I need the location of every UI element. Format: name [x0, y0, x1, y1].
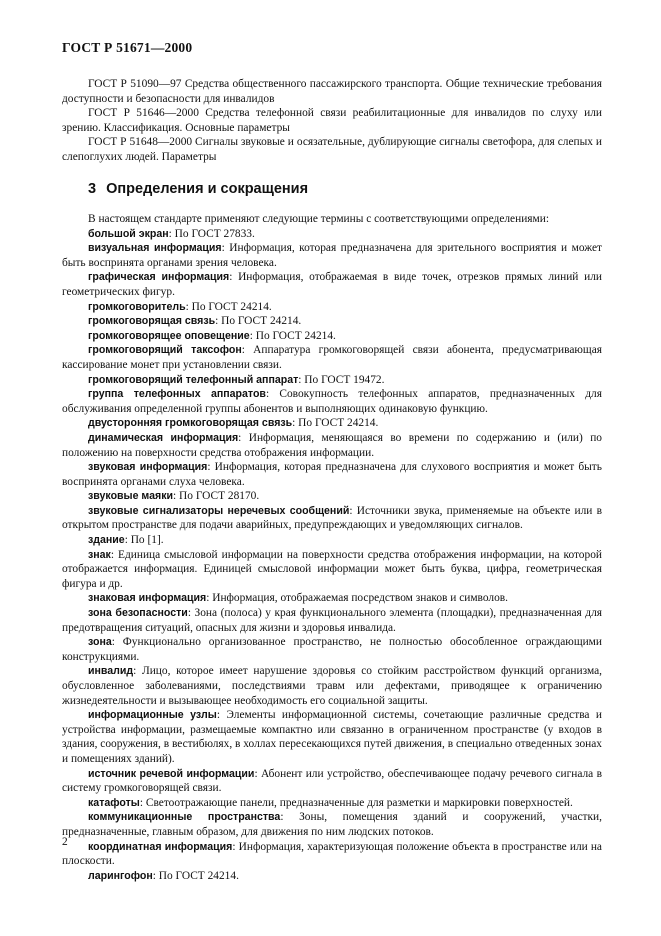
definition-text: : Лицо, которое имеет нарушение здоровья со стойким расстройством функций организма, обусловленное заболеваниями, последствиями травм или дефектами, приводящее к ограничению жизнедеятельности и вызывающее необходимость его социальной защиты.	[62, 665, 602, 707]
definition-text: : По ГОСТ 24214.	[292, 417, 379, 430]
reference-item: ГОСТ Р 51648—2000 Сигналы звуковые и осязательные, дублирующие сигналы светофора, для слепых и слепоглухих людей. Параметры	[62, 136, 602, 163]
definition-item	[62, 548, 602, 592]
definition-item	[62, 329, 602, 344]
definition-text: : Абонент или устройство, обеспечивающее подачу речевого сигнала в систему громкоговорящей связи.	[62, 767, 602, 795]
definition-term: графическая информация	[88, 271, 230, 284]
definition-text: : По ГОСТ 24214.	[215, 315, 302, 328]
definition-text: : Информация, которая предназначена для слухового восприятия и может быть воспринята органами слуха человека.	[62, 461, 602, 488]
definition-text: : По [1].	[124, 534, 164, 547]
section-number: 3	[88, 181, 97, 197]
definition-term: визуальная информация	[88, 242, 222, 255]
reference-item: ГОСТ Р 51646—2000 Средства телефонной связи реабилитационные для инвалидов по слуху или зрению. Классификация. Основные параметры	[62, 107, 602, 134]
definition-text: : Зона (полоса) у края функционального элемента (площадки), предназначенная для предотвращения ситуаций, опасных для жизни и здоровья инвалида.	[62, 607, 602, 634]
definition-item	[62, 460, 602, 489]
definition-term: ларингофон	[88, 869, 153, 882]
definition-term: здание	[88, 534, 125, 547]
definition-text: : Светоотражающие панели, предназначенные для разметки и маркировки поверхностей.	[139, 796, 573, 809]
definition-text: : Единица смысловой информации на поверхности средства отображения информации, на которой отображается информация. Единицей смысловой информации может быть буква, цифра, геометрическая фигура и др.	[62, 548, 602, 590]
definition-item	[62, 869, 602, 884]
definition-term: знаковая информация	[88, 592, 207, 605]
section-heading	[88, 181, 308, 197]
definition-item	[62, 840, 602, 869]
definition-term: громкоговорящая связь	[88, 315, 216, 328]
definition-item	[62, 767, 602, 796]
definition-text: : По ГОСТ 19472.	[298, 373, 385, 386]
definition-text: : Информация, которая предназначена для зрительного восприятия и может быть воспринята органами зрения человека.	[62, 242, 602, 269]
definition-term: источник речевой информации	[88, 767, 255, 780]
definition-text: : Информация, отображаемая посредством знаков и символов.	[206, 592, 509, 605]
definition-item	[62, 270, 602, 299]
definition-text: : По ГОСТ 24214.	[152, 869, 239, 882]
definition-item	[62, 431, 602, 460]
definition-term: зона	[88, 636, 112, 649]
definition-text: : Аппаратура громкоговорящей связи абонента, предусматривающая кассирование монет при установлении связи.	[62, 344, 602, 371]
definition-term: динамическая информация	[88, 431, 239, 444]
definitions-intro: В настоящем стандарте применяют следующие термины с соответствующими определениями:	[88, 213, 550, 225]
definition-term: знак	[88, 548, 111, 561]
definition-term: инвалид	[88, 665, 134, 678]
definition-term: звуковые сигнализаторы неречевых сообщений	[88, 504, 350, 517]
definition-text: : Зоны, помещения зданий и сооружений, участки, предназначенные, главным образом, для движения по ним людских потоков.	[62, 811, 603, 838]
definition-item	[62, 387, 602, 416]
definition-item	[62, 796, 602, 811]
definition-item	[62, 300, 602, 315]
definition-term: громкоговорящий телефонный аппарат	[88, 373, 299, 386]
definition-text: : Элементы информационной системы, сочетающие различные средства и устройства информации, размещаемые компактно или связанно в ограниченном пространстве (у входов в здания, сооружения, в вестибюлях, в холлах пересекающихся путей движения, в специально отведенных зонах и помещениях зданий).	[62, 709, 602, 765]
definition-item	[62, 314, 602, 329]
definition-term: группа телефонных аппаратов	[88, 388, 266, 401]
definition-text: : По ГОСТ 24214.	[249, 329, 336, 342]
definition-text: : Информация, характеризующая положение объекта в пространстве или на плоскости.	[62, 840, 602, 868]
definition-item	[62, 416, 602, 431]
definition-item	[62, 343, 602, 372]
reference-item: ГОСТ Р 51090—97 Средства общественного пассажирского транспорта. Общие технические требования доступности и безопасности для инвалидов	[62, 78, 602, 105]
definition-text: : По ГОСТ 28170.	[173, 490, 260, 503]
definition-item	[62, 635, 602, 664]
definition-term: громкоговорящий таксофон	[88, 344, 242, 357]
definition-item	[62, 227, 602, 242]
definition-text: : Источники звука, применяемые на объекте или в открытом пространстве для подачи аварийных, предупреждающих и уведомляющих сигналов.	[62, 504, 602, 532]
definition-item	[62, 664, 602, 708]
definition-term: зона безопасности	[88, 607, 188, 620]
definition-term: катафоты	[88, 796, 140, 809]
definition-item	[62, 373, 602, 388]
document-header: ГОСТ Р 51671—2000	[62, 40, 193, 55]
definitions-list	[62, 212, 602, 883]
definition-item	[62, 533, 602, 548]
definition-item	[62, 504, 602, 533]
definition-text: : Функционально организованное пространство, не полностью обособленное ограждающими конструкциями.	[62, 636, 602, 663]
definition-text: : Совокупность телефонных аппаратов, предназначенных для обслуживания определенной группы абонентов и выполняющих одинаковую функцию.	[62, 388, 602, 415]
page-number: 2	[62, 836, 68, 848]
definition-item	[62, 708, 602, 766]
definition-term: громкоговоритель	[88, 300, 186, 313]
definition-term: громкоговорящее оповещение	[88, 329, 250, 342]
definition-text: : По ГОСТ 24214.	[185, 300, 272, 313]
definition-text: : Информация, меняющаяся во времени по содержанию и (или) по положению на поверхности средства отображения информации.	[62, 431, 602, 459]
definition-term: двусторонняя громкоговорящая связь	[88, 417, 293, 430]
section-title: Определения и сокращения	[106, 181, 309, 197]
definition-item	[62, 591, 602, 606]
definition-item	[62, 810, 602, 839]
references-list	[62, 77, 602, 165]
definition-text: : По ГОСТ 27833.	[168, 227, 255, 240]
definition-term: большой экран	[88, 227, 169, 240]
definition-term: коммуникационные пространства	[88, 811, 281, 824]
definition-term: звуковая информация	[88, 461, 208, 474]
definition-item	[62, 606, 602, 635]
definition-item	[62, 241, 602, 270]
definition-term: координатная информация	[88, 840, 233, 853]
definition-term: информационные узлы	[88, 709, 217, 722]
definition-term: звуковые маяки	[88, 490, 174, 503]
definition-text: : Информация, отображаемая в виде точек, отрезков прямых линий или геометрических фигур.	[62, 271, 602, 298]
definition-item	[62, 489, 602, 504]
